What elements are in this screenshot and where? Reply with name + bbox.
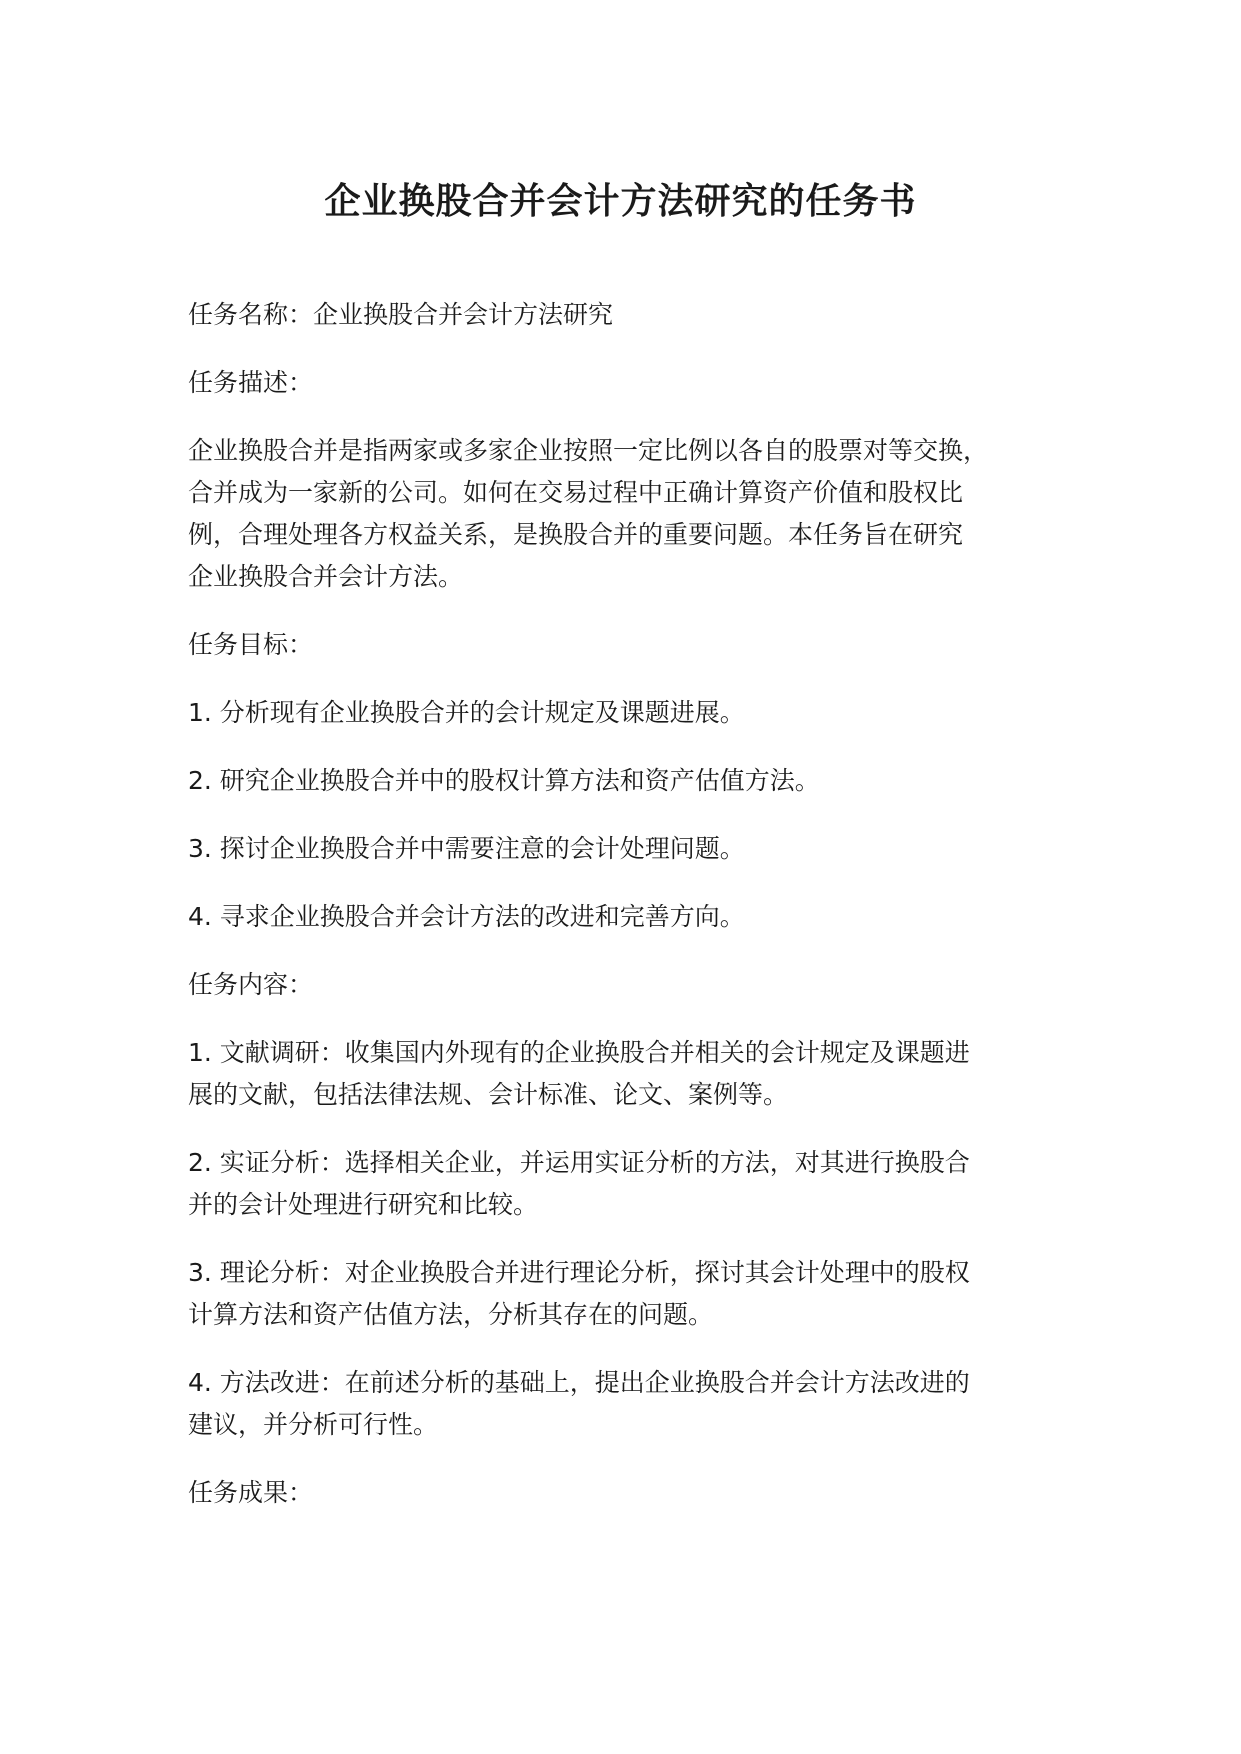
- objectives-heading: 任务目标：: [188, 630, 314, 659]
- content-heading: 任务内容：: [188, 970, 314, 999]
- content-item-line: 3. 理论分析：对企业换股合并进行理论分析，探讨其会计处理中的股权: [188, 1258, 970, 1287]
- description-line: 合并成为一家新的公司。如何在交易过程中正确计算资产价值和股权比: [188, 478, 964, 507]
- content-item: [188, 1032, 1068, 1116]
- objective-item: 3. 探讨企业换股合并中需要注意的会计处理问题。: [188, 834, 745, 863]
- content-item-line: 并的会计处理进行研究和比较。: [188, 1190, 539, 1219]
- content-item: [188, 1142, 1068, 1226]
- objective-item: 4. 寻求企业换股合并会计方法的改进和完善方向。: [188, 902, 745, 931]
- content-item-line: 1. 文献调研：收集国内外现有的企业换股合并相关的会计规定及课题进: [188, 1038, 970, 1067]
- description-line: 企业换股合并是指两家或多家企业按照一定比例以各自的股票对等交换，: [188, 436, 989, 465]
- content-item-line: 展的文献，包括法律法规、会计标准、论文、案例等。: [188, 1080, 789, 1109]
- description-paragraph: [188, 430, 1068, 598]
- content-item: [188, 1362, 1068, 1446]
- task-name: 任务名称：企业换股合并会计方法研究: [188, 300, 614, 329]
- document-body: [188, 294, 1068, 1540]
- content-item-line: 4. 方法改进：在前述分析的基础上，提出企业换股合并会计方法改进的: [188, 1368, 970, 1397]
- description-line: 企业换股合并会计方法。: [188, 562, 464, 591]
- content-item-line: 2. 实证分析：选择相关企业，并运用实证分析的方法，对其进行换股合: [188, 1148, 970, 1177]
- description-heading: 任务描述：: [188, 368, 314, 397]
- results-heading: 任务成果：: [188, 1478, 314, 1507]
- content-item-line: 建议，并分析可行性。: [188, 1410, 439, 1439]
- objective-item: 2. 研究企业换股合并中的股权计算方法和资产估值方法。: [188, 766, 820, 795]
- objective-item: 1. 分析现有企业换股合并的会计规定及课题进展。: [188, 698, 745, 727]
- content-item-line: 计算方法和资产估值方法，分析其存在的问题。: [188, 1300, 714, 1329]
- document-title: 企业换股合并会计方法研究的任务书: [324, 181, 917, 222]
- content-item: [188, 1252, 1068, 1336]
- description-line: 例，合理处理各方权益关系，是换股合并的重要问题。本任务旨在研究: [188, 520, 964, 549]
